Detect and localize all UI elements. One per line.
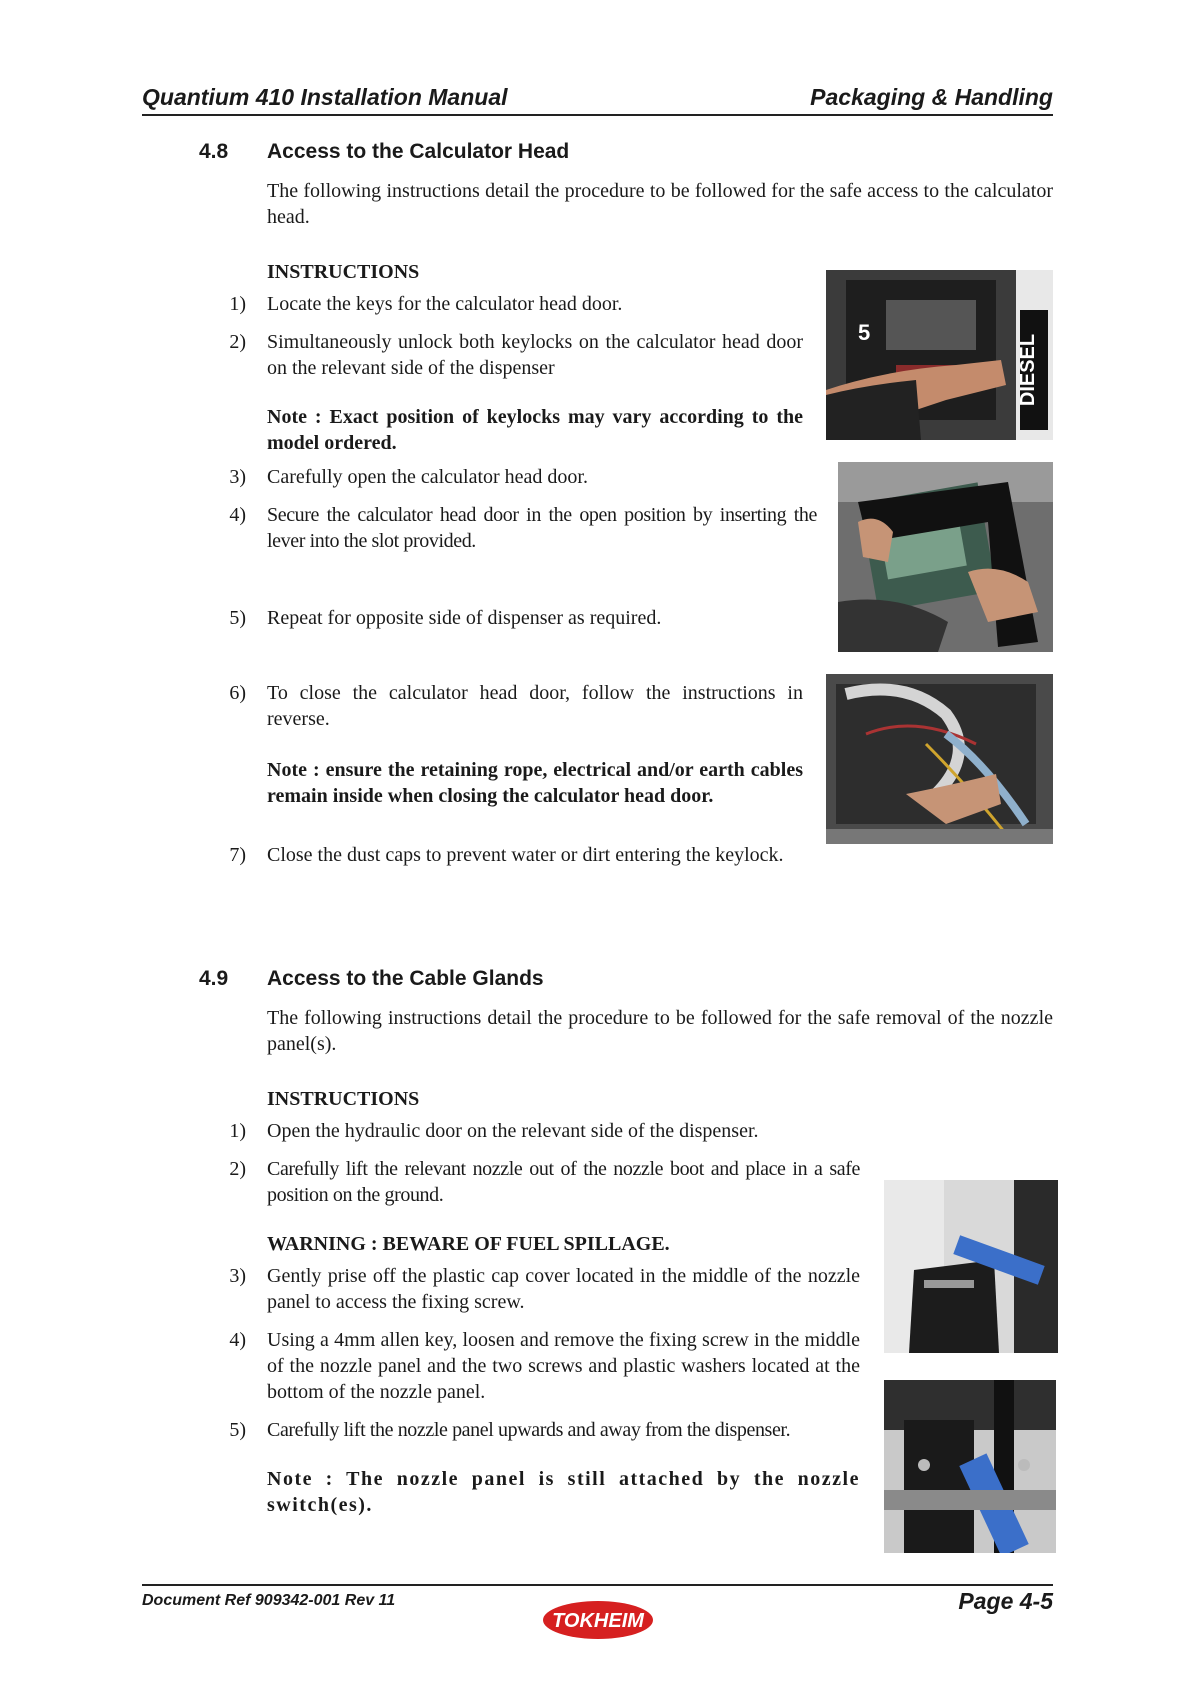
step-text: Gently prise off the plastic cap cover located in the middle of the nozzle panel to access the fixing screw. bbox=[267, 1265, 860, 1313]
step-number: 4) bbox=[229, 504, 246, 526]
instructions-label: INSTRUCTIONS bbox=[267, 1088, 420, 1110]
section-title: Access to the Cable Glands bbox=[267, 967, 544, 990]
section-number: 4.9 bbox=[199, 967, 229, 990]
footer-rule bbox=[142, 1584, 1053, 1586]
step-text: Using a 4mm allen key, loosen and remove the fixing screw in the middle of the nozzle panel and the two screws and plastic washers located at the bottom of the nozzle panel. bbox=[267, 1329, 860, 1403]
photo-nozzle-cap bbox=[884, 1180, 1058, 1353]
step-text: Locate the keys for the calculator head door. bbox=[267, 293, 623, 315]
photo-keylock bbox=[826, 270, 1053, 440]
step-number: 5) bbox=[229, 607, 246, 629]
section-title: Access to the Calculator Head bbox=[267, 140, 570, 163]
diesel-label: DIESEL bbox=[1017, 333, 1039, 407]
section-intro: The following instructions detail the procedure to be followed for the safe removal of the nozzle panel(s). bbox=[267, 1007, 1053, 1055]
step-text: Carefully open the calculator head door. bbox=[267, 466, 588, 488]
note: Note : ensure the retaining rope, electrical and/or earth cables remain inside when closing the calculator head door. bbox=[267, 759, 803, 807]
pump-number: 5 bbox=[858, 320, 871, 345]
photo-nozzle-panel bbox=[884, 1380, 1056, 1553]
chapter-title: Packaging & Handling bbox=[810, 84, 1053, 110]
section-number: 4.8 bbox=[199, 140, 229, 163]
manual-title: Quantium 410 Installation Manual bbox=[142, 84, 508, 110]
step-number: 4) bbox=[229, 1329, 246, 1351]
step-number: 7) bbox=[229, 844, 246, 866]
step-text: Secure the calculator head door in the open position by inserting the lever into the slot provided. bbox=[267, 504, 817, 552]
header-rule bbox=[142, 114, 1053, 116]
step-number: 1) bbox=[229, 1120, 246, 1142]
step-text: Carefully lift the nozzle panel upwards and away from the dispenser. bbox=[267, 1419, 791, 1441]
note: Note : The nozzle panel is still attached by the nozzle switch(es). bbox=[267, 1468, 860, 1516]
logo-text: TOKHEIM bbox=[552, 1610, 644, 1632]
step-number: 5) bbox=[229, 1419, 246, 1441]
instructions-label: INSTRUCTIONS bbox=[267, 261, 420, 283]
step-text: Carefully lift the relevant nozzle out of the nozzle boot and place in a safe position on the ground. bbox=[267, 1158, 860, 1206]
step-text: Simultaneously unlock both keylocks on the calculator head door on the relevant side of the dispenser bbox=[267, 331, 803, 379]
step-text: Close the dust caps to prevent water or dirt entering the keylock. bbox=[267, 844, 784, 866]
step-number: 6) bbox=[229, 682, 246, 704]
photo-cables bbox=[826, 674, 1053, 844]
warning: WARNING : BEWARE OF FUEL SPILLAGE. bbox=[267, 1233, 670, 1255]
photo-open-door bbox=[838, 462, 1053, 652]
step-number: 3) bbox=[229, 1265, 246, 1287]
step-number: 2) bbox=[229, 1158, 246, 1180]
step-number: 3) bbox=[229, 466, 246, 488]
page-number: Page 4-5 bbox=[958, 1588, 1053, 1614]
step-text: To close the calculator head door, follow the instructions in reverse. bbox=[267, 682, 803, 730]
step-number: 2) bbox=[229, 331, 246, 353]
step-number: 1) bbox=[229, 293, 246, 315]
step-text: Open the hydraulic door on the relevant side of the dispenser. bbox=[267, 1120, 759, 1142]
document-ref: Document Ref 909342-001 Rev 11 bbox=[142, 1592, 396, 1609]
tokheim-logo bbox=[542, 1600, 654, 1640]
step-text: Repeat for opposite side of dispenser as required. bbox=[267, 607, 662, 629]
note: Note : Exact position of keylocks may vary according to the model ordered. bbox=[267, 406, 803, 454]
section-intro: The following instructions detail the procedure to be followed for the safe access to the calculator head. bbox=[267, 180, 1053, 228]
